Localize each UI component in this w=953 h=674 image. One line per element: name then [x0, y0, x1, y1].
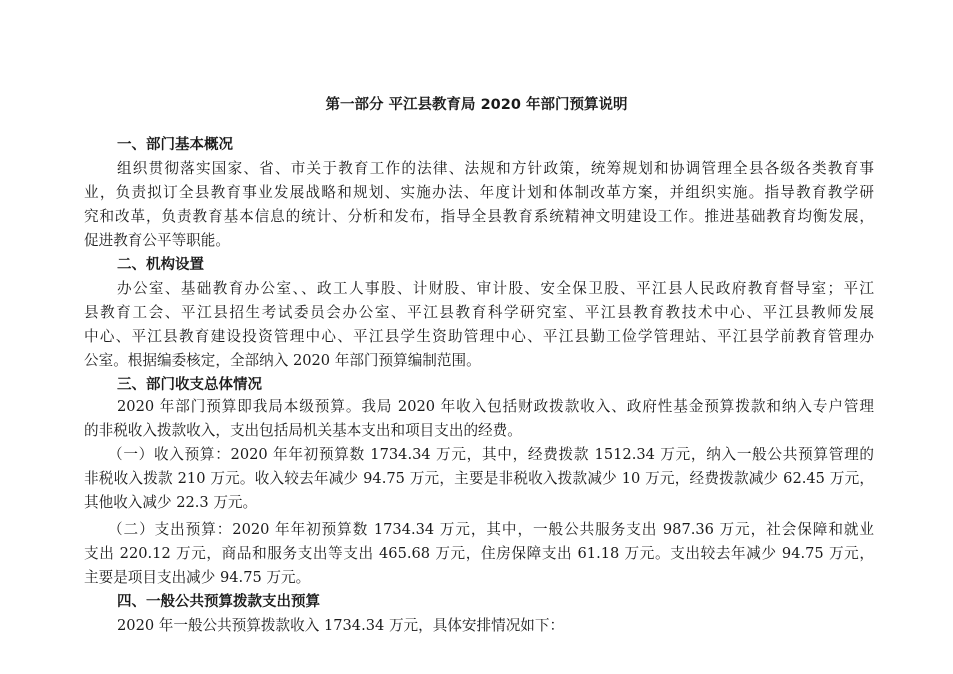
paragraph-line: 其他收入减少 22.3 万元。	[84, 494, 258, 511]
paragraph-line: 的非税收入拨款收入，支出包括局机关基本支出和项目支出的经费。	[84, 422, 522, 439]
section-heading-budget-overview: 三、部门收支总体情况	[117, 377, 262, 393]
paragraph-line: 主要是项目支出减少 94.75 万元。	[84, 569, 311, 586]
section-heading-structure: 二、机构设置	[117, 257, 204, 273]
paragraph-line: 2020 年部门预算即我局本级预算。我局 2020 年收入包括财政拨款收入、政府性基金预算拨款和纳入专户管理	[117, 398, 874, 415]
section-heading-overview: 一、部门基本概况	[117, 137, 233, 153]
paragraph-line: 非税收入拨款 210 万元。收入较去年减少 94.75 万元，主要是非税收入拨款减少 10 万元，经费拨款减少 62.45 万元，	[84, 470, 874, 487]
paragraph-line: 公室。根据编委核定，全部纳入 2020 年部门预算编制范围。	[84, 352, 481, 369]
paragraph-line: 究和改革，负责教育基本信息的统计、分析和发布，指导全县教育系统精神文明建设工作。推进基础教育均衡发展，	[84, 208, 874, 225]
paragraph-line: 办公室、基础教育办公室、、政工人事股、计财股、审计股、安全保卫股、平江县人民政府教育督导室；平江	[117, 280, 874, 297]
paragraph-line: 支出 220.12 万元，商品和服务支出等支出 465.68 万元，住房保障支出 61.18 万元。支出较去年减少 94.75 万元，	[84, 545, 874, 562]
paragraph-line: （二）支出预算：2020 年年初预算数 1734.34 万元，其中，一般公共服务支出 987.36 万元，社会保障和就业	[108, 521, 874, 538]
paragraph-line: 促进教育公平等职能。	[84, 232, 230, 249]
paragraph-line: 县教育工会、平江县招生考试委员会办公室、平江县教育科学研究室、平江县教育教技术中心、平江县教师发展	[84, 304, 874, 321]
paragraph-line: （一）收入预算：2020 年年初预算数 1734.34 万元，其中，经费拨款 1512.34 万元，纳入一般公共预算管理的	[108, 446, 874, 463]
paragraph-line: 组织贯彻落实国家、省、市关于教育工作的法律、法规和方针政策，统筹规划和协调管理全县各级各类教育事	[117, 160, 874, 177]
section-heading-general-budget: 四、一般公共预算拨款支出预算	[117, 594, 320, 610]
paragraph-line: 中心、平江县教育建设投资管理中心、平江县学生资助管理中心、平江县勤工俭学管理站、平江县学前教育管理办	[84, 328, 874, 345]
document-title: 第一部分 平江县教育局 2020 年部门预算说明	[325, 97, 628, 113]
paragraph-line: 业，负责拟订全县教育事业发展战略和规划、实施办法、年度计划和体制改革方案，并组织实施。指导教育教学研	[84, 184, 874, 201]
paragraph-line: 2020 年一般公共预算拨款收入 1734.34 万元，具体安排情况如下：	[117, 617, 565, 634]
